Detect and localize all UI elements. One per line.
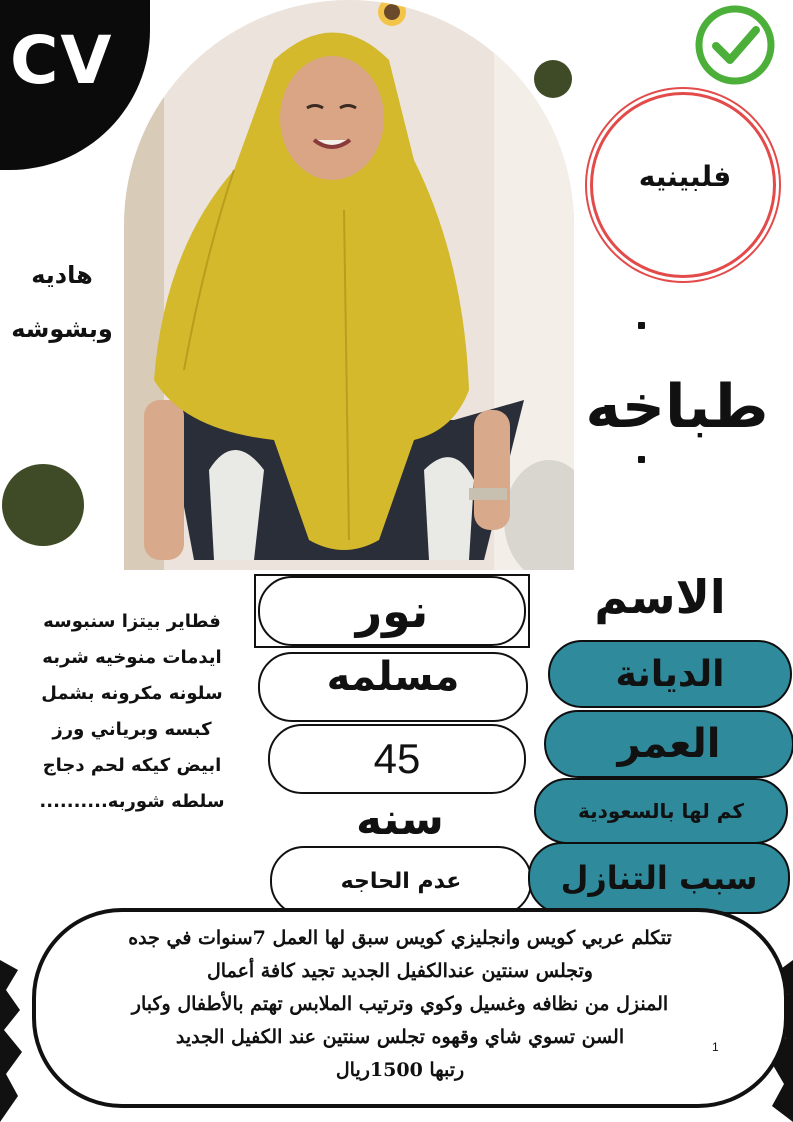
description-line: رتبها 1500ريال bbox=[335, 1059, 465, 1081]
years-value: سنه bbox=[356, 794, 444, 845]
torn-edge-left bbox=[0, 960, 26, 1122]
dish-line: سلطه شوربه.......... bbox=[39, 791, 225, 812]
years-in-saudi-label: كم لها بالسعودية bbox=[534, 778, 788, 844]
dish-line: كبسه وبرياني ورز bbox=[52, 719, 212, 740]
profile-photo bbox=[124, 0, 574, 570]
description-line: السن تسوي شاي وقهوه تجلس سنتين عند الكفيل الجديد bbox=[175, 1026, 625, 1048]
decorative-dot-small bbox=[534, 60, 572, 98]
name-label: الاسم bbox=[594, 570, 726, 624]
description-text bbox=[70, 922, 730, 1087]
job-title: طباخه bbox=[585, 372, 769, 442]
dish-line: ابيض كيكه لحم دجاج bbox=[42, 755, 222, 776]
trait-item: هاديه bbox=[31, 261, 93, 289]
page-number: 1 bbox=[712, 1040, 719, 1054]
photo-illustration bbox=[124, 0, 574, 570]
description-line: تتكلم عربي كويس وانجليزي كويس سبق لها العمل 7سنوات في جده bbox=[128, 927, 672, 949]
trait-item: وبشوشه bbox=[11, 315, 113, 343]
age-label: العمر bbox=[544, 710, 793, 778]
bullet-dot bbox=[638, 456, 645, 463]
decorative-dot-large bbox=[2, 464, 84, 546]
age-value: 45 bbox=[268, 724, 526, 794]
dish-line: سلونه مكرونه بشمل bbox=[41, 683, 223, 704]
nationality-value: فلبينيه bbox=[638, 160, 732, 193]
checkmark-icon bbox=[694, 4, 776, 86]
bullet-dot bbox=[638, 322, 645, 329]
dish-line: فطاير بيتزا سنبوسه bbox=[43, 611, 221, 632]
description-line: وتجلس سنتين عندالكفيل الجديد تجيد كافة أعمال bbox=[207, 960, 593, 982]
traits bbox=[6, 248, 118, 356]
religion-label: الديانة bbox=[548, 640, 792, 708]
dish-line: ايدمات منوخيه شربه bbox=[42, 647, 222, 668]
dishes-list bbox=[12, 604, 252, 820]
transfer-reason-label: سبب التنازل bbox=[528, 842, 790, 914]
cv-label: CV bbox=[10, 22, 114, 99]
religion-value: مسلمه bbox=[258, 652, 528, 722]
description-line: المنزل من نظافه وغسيل وكوي وترتيب الملابس تهتم بالأطفال وكبار bbox=[131, 993, 669, 1015]
transfer-reason-value: عدم الحاجه bbox=[270, 846, 532, 916]
name-value: نور bbox=[258, 576, 526, 646]
